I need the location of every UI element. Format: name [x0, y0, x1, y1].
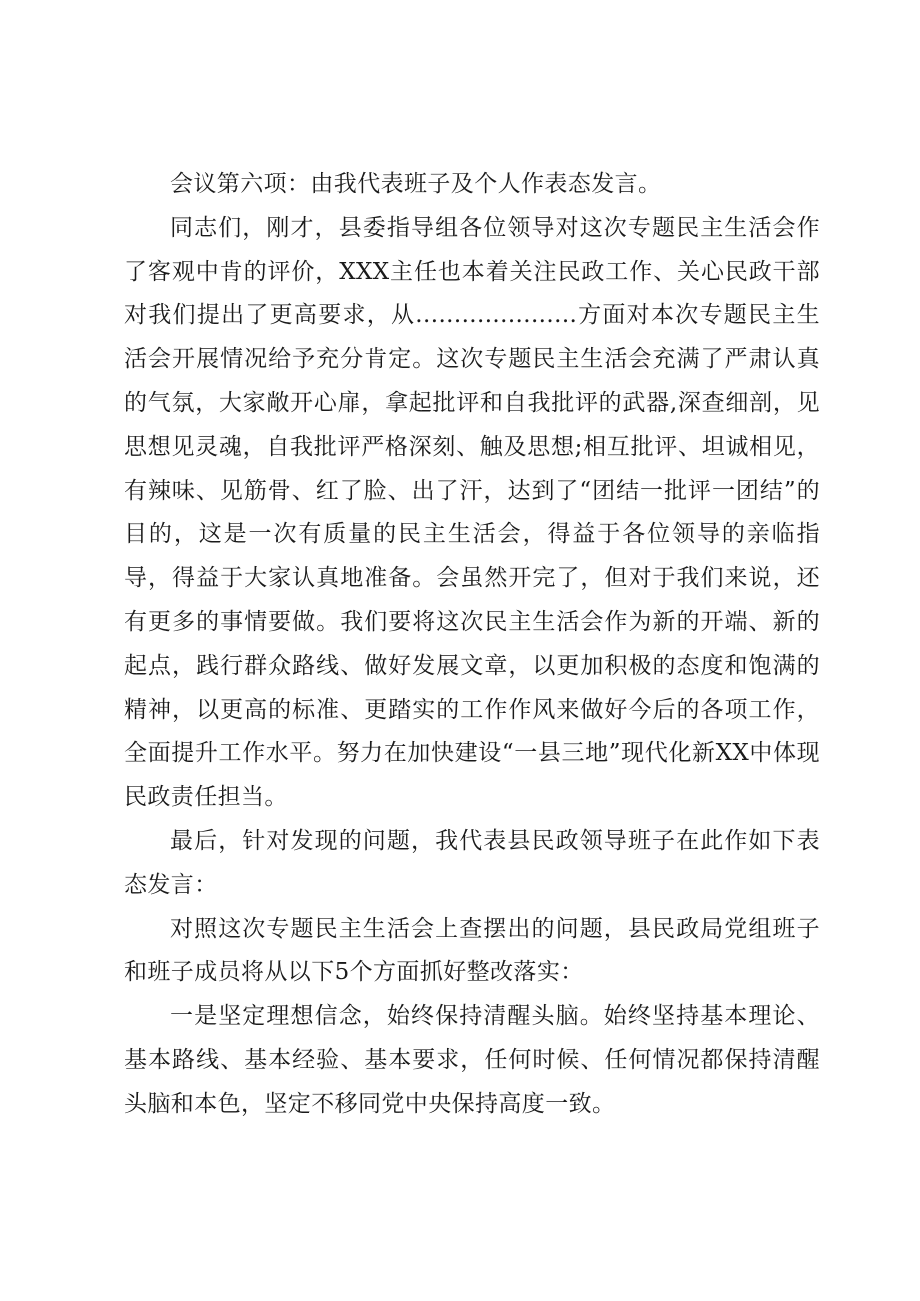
document-body	[124, 163, 820, 1127]
paragraph-agenda-item: 会议第六项：由我代表班子及个人作表态发言。	[170, 171, 662, 197]
paragraph-statement-intro: 最后，针对发现的问题，我代表县民政领导班子在此作如下表态发言：	[124, 827, 820, 898]
paragraph-point-one: 一是坚定理想信念，始终保持清醒头脑。始终坚持基本理论、基本路线、基本经验、基本要求，任何时候、任何情况都保持清醒头脑和本色，坚定不移同党中央保持高度一致。	[124, 1003, 820, 1117]
paragraph-rectification-intro: 对照这次专题民主生活会上查摆出的问题，县民政局党组班子和班子成员将从以下5个方面抓好整改落实：	[124, 915, 820, 986]
paragraph-speech-main: 同志们，刚才，县委指导组各位领导对这次专题民主生活会作了客观中肯的评价，XXX主任也本着关注民政工作、关心民政干部对我们提出了更高要求，从.....................方面对本次专题民主生活会开展情况给予充分肯定。这次专题民主生活会充满了严肃认真的气氛，大家敞开心扉，拿起批评和自我批评的武器,深查细剖，见思想见灵魂，自我批评严格深刻、触及思想;相互批评、坦诚相见，有辣味、见筋骨、红了脸、出了汗，达到了“团结一批评一团结”的目的，这是一次有质量的民主生活会，得益于各位领导的亲临指导，得益于大家认真地准备。会虽然开完了，但对于我们来说，还有更多的事情要做。我们要将这次民主生活会作为新的开端、新的起点，践行群众路线、做好发展文章，以更加积极的态度和饱满的精神，以更高的标准、更踏实的工作作风来做好今后的各项工作，全面提升工作水平。努力在加快建设“一县三地”现代化新XX中体现民政责任担当。	[124, 214, 820, 811]
